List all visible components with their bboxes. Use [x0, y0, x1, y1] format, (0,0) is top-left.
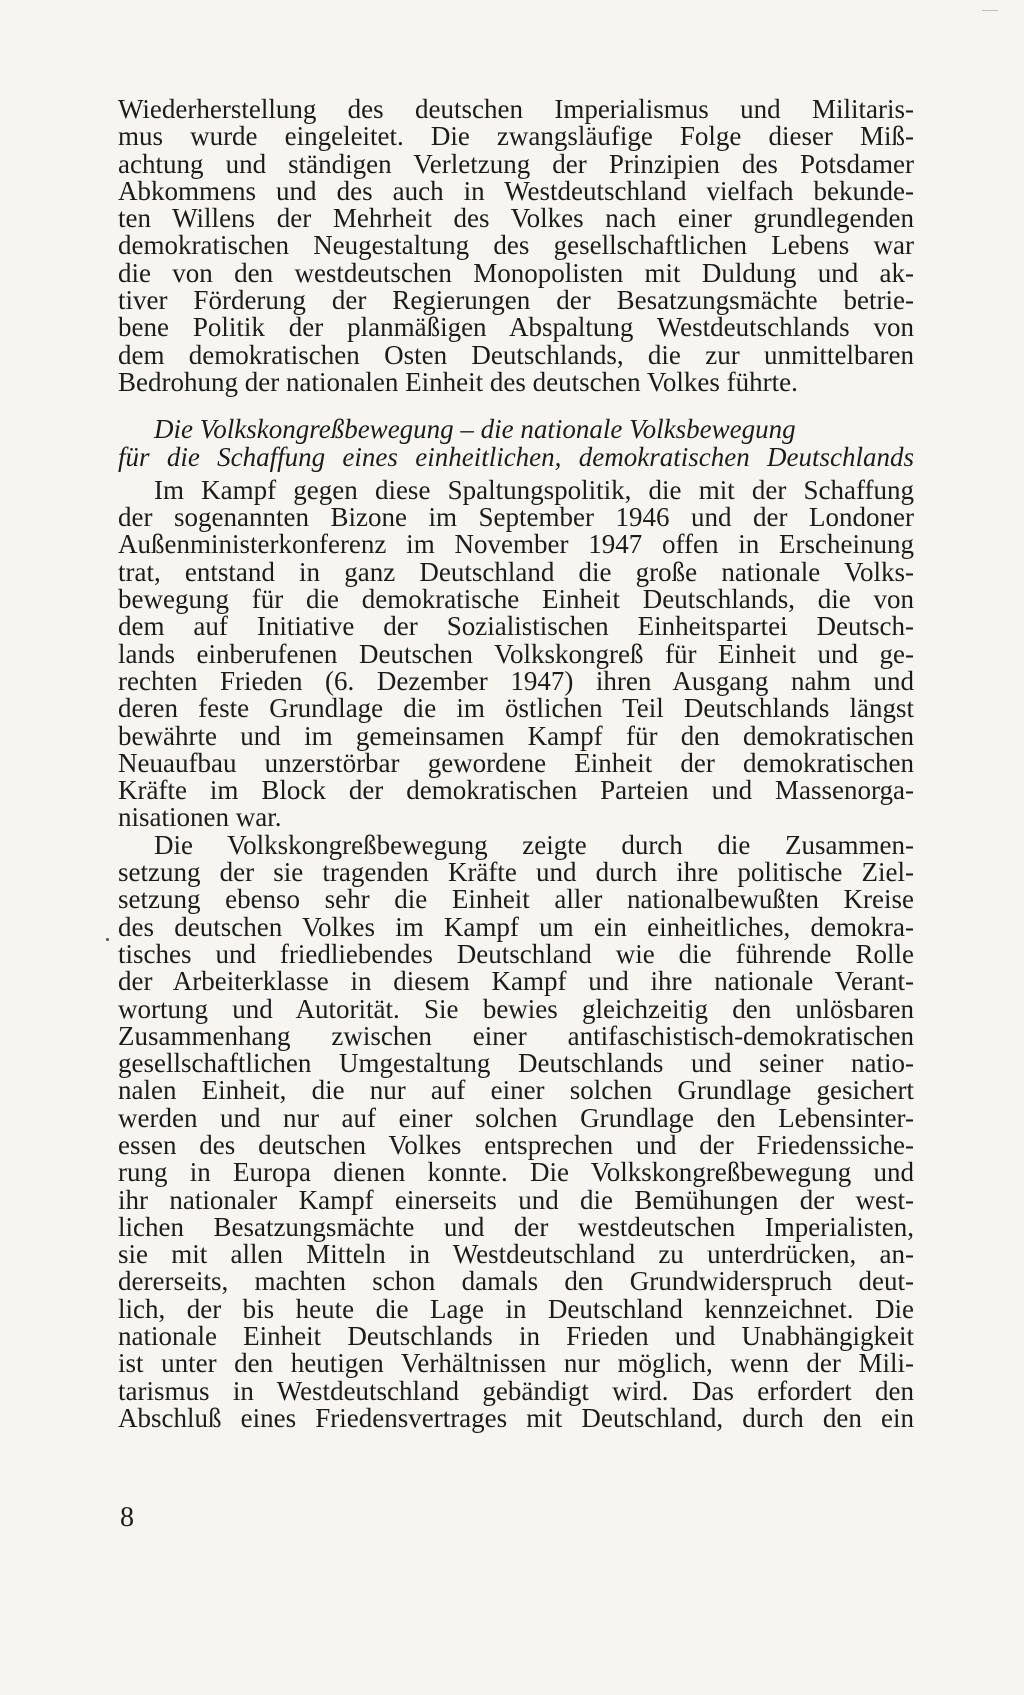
- text-line: wortung und Autorität. Sie bewies gleichzeitig den unlösbaren: [118, 993, 914, 1024]
- text-line: lands einberufenen Deutschen Volkskongreß für Einheit und ge-: [118, 638, 914, 669]
- text-line: setzung der sie tragenden Kräfte und durch ihre politische Ziel-: [118, 857, 914, 888]
- text-line: Abschluß eines Friedensvertrages mit Deutschland, durch den ein: [118, 1402, 914, 1433]
- text-line: dem demokratischen Osten Deutschlands, die zur unmittelbaren: [118, 339, 914, 370]
- text-line: achtung und ständigen Verletzung der Prinzipien des Potsdamer: [118, 148, 914, 179]
- text-line: Im Kampf gegen diese Spaltungspolitik, die mit der Schaffung: [154, 474, 914, 505]
- heading-line-1: Die Volkskongreßbewegung – die nationale Volksbewegung: [154, 414, 796, 445]
- page-body: [118, 96, 914, 1432]
- text-line: nisationen war.: [118, 802, 282, 833]
- text-line: essen des deutschen Volkes entsprechen und der Friedenssiche-: [118, 1129, 914, 1160]
- text-line: setzung ebenso sehr die Einheit aller nationalbewußten Kreise: [118, 884, 914, 915]
- text-line: Die Volkskongreßbewegung zeigte durch die Zusammen-: [154, 829, 914, 860]
- text-line: trat, entstand in ganz Deutschland die große nationale Volks-: [118, 556, 914, 587]
- scan-margin-mark: [982, 10, 998, 11]
- text-line: werden und nur auf einer solchen Grundlage den Lebensinter-: [118, 1102, 914, 1133]
- text-line: bewährte und im gemeinsamen Kampf für den demokratischen: [118, 720, 914, 751]
- text-line: tiver Förderung der Regierungen der Besatzungsmächte betrie-: [118, 285, 914, 316]
- text-line: Abkommens und des auch in Westdeutschland vielfach bekunde-: [118, 175, 914, 206]
- text-line: dem auf Initiative der Sozialistischen Einheitspartei Deutsch-: [118, 611, 914, 642]
- text-line: Außenministerkonferenz im November 1947 offen in Erscheinung: [118, 529, 914, 560]
- text-line: sie mit allen Mitteln in Westdeutschland zu unterdrücken, an-: [118, 1239, 914, 1270]
- scan-speck: [106, 938, 109, 941]
- text-line: ihr nationaler Kampf einerseits und die Bemühungen der west-: [118, 1184, 914, 1215]
- text-line: der sogenannten Bizone im September 1946 und der Londoner: [118, 502, 914, 533]
- text-line: Neuaufbau unzerstörbar gewordene Einheit der demokratischen: [118, 747, 914, 778]
- text-line: nalen Einheit, die nur auf einer solchen Grundlage gesichert: [118, 1075, 914, 1106]
- text-line: rung in Europa dienen konnte. Die Volkskongreßbewegung und: [118, 1157, 914, 1188]
- text-line: Kräfte im Block der demokratischen Parteien und Massenorga-: [118, 775, 914, 806]
- page-number: 8: [120, 1502, 134, 1533]
- text-line: die von den westdeutschen Monopolisten mit Duldung und ak-: [118, 257, 914, 288]
- paragraph-1: [118, 96, 914, 396]
- text-line: Bedrohung der nationalen Einheit des deutschen Volkes führte.: [118, 366, 798, 397]
- text-line: mus wurde eingeleitet. Die zwangsläufige Folge dieser Miß-: [118, 121, 914, 152]
- text-line: nationale Einheit Deutschlands in Frieden und Unabhängigkeit: [118, 1321, 914, 1352]
- text-line: bene Politik der planmäßigen Abspaltung Westdeutschlands von: [118, 312, 914, 343]
- text-line: deren feste Grundlage die im östlichen Teil Deutschlands längst: [118, 693, 914, 724]
- heading-line-2: für die Schaffung eines einheitlichen, demokratischen Deutschlands: [118, 441, 914, 472]
- text-line: lich, der bis heute die Lage in Deutschland kennzeichnet. Die: [118, 1293, 914, 1324]
- text-line: der Arbeiterklasse in diesem Kampf und ihre nationale Verant-: [118, 966, 914, 997]
- text-line: rechten Frieden (6. Dezember 1947) ihren Ausgang nahm und: [118, 665, 914, 696]
- text-line: dererseits, machten schon damals den Grundwiderspruch deut-: [118, 1266, 914, 1297]
- text-line: des deutschen Volkes im Kampf um ein einheitliches, demokra-: [118, 911, 914, 942]
- text-line: gesellschaftlichen Umgestaltung Deutschlands und seiner natio-: [118, 1048, 914, 1079]
- text-line: bewegung für die demokratische Einheit Deutschlands, die von: [118, 584, 914, 615]
- text-line: Wiederherstellung des deutschen Imperialismus und Militaris-: [118, 94, 914, 124]
- paragraph-2: [118, 474, 914, 833]
- text-line: demokratischen Neugestaltung des gesellschaftlichen Lebens war: [118, 230, 914, 261]
- section-heading: [118, 416, 914, 471]
- paragraph-3: [118, 829, 914, 1433]
- text-line: tarismus in Westdeutschland gebändigt wird. Das erfordert den: [118, 1375, 914, 1406]
- text-line: ten Willens der Mehrheit des Volkes nach einer grundlegenden: [118, 203, 914, 234]
- text-line: Zusammenhang zwischen einer antifaschistisch-demokratischen: [118, 1020, 914, 1051]
- text-line: lichen Besatzungsmächte und der westdeutschen Imperialisten,: [118, 1211, 914, 1242]
- text-line: tisches und friedliebendes Deutschland wie die führende Rolle: [118, 938, 914, 969]
- text-line: ist unter den heutigen Verhältnissen nur möglich, wenn der Mili-: [118, 1348, 914, 1379]
